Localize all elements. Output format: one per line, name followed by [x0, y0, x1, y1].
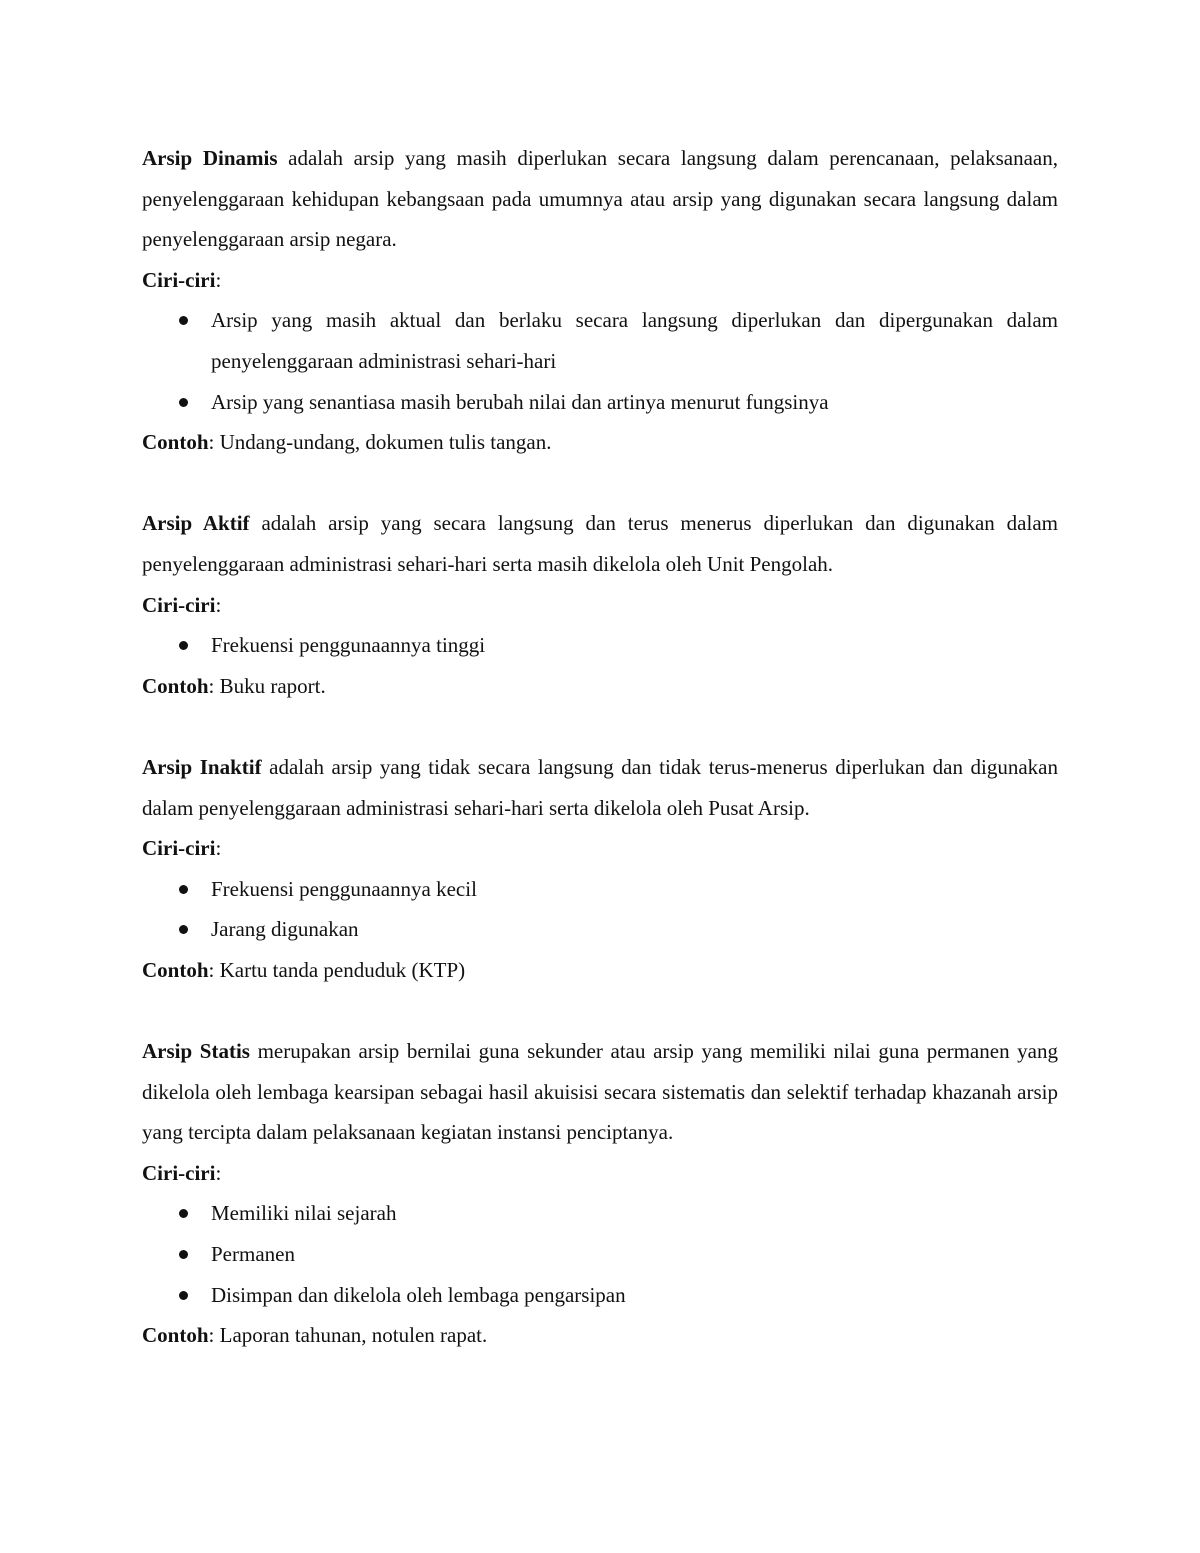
contoh-label: Contoh: [142, 673, 209, 698]
definition-paragraph: [142, 1031, 1058, 1153]
contoh-text: : Laporan tahunan, notulen rapat.: [208, 1323, 488, 1348]
contoh-line: [142, 422, 1058, 463]
ciri-list: [142, 869, 1058, 950]
definition-text: merupakan arsip bernilai guna sekunder atau arsip yang memiliki nilai guna permanen yang dikelola oleh lembaga kearsipan sebagai hasil akuisisi secara sistematis dan selektif terhadap khazanah arsip yang tercipta dalam pelaksanaan kegiatan instansi penciptanya.: [142, 1039, 1058, 1145]
definition-paragraph: [142, 747, 1058, 828]
ciri-label: [142, 260, 1058, 301]
section-arsip-statis: [142, 1031, 1058, 1356]
ciri-list: [142, 1193, 1058, 1315]
ciri-label: [142, 828, 1058, 869]
list-item: [142, 869, 1058, 910]
list-item-text: Arsip yang senantiasa masih berubah nilai dan artinya menurut fungsinya: [211, 389, 829, 414]
bullet-icon: [179, 1291, 188, 1300]
ciri-label-text: Ciri-ciri: [142, 1160, 216, 1185]
bullet-icon: [179, 925, 188, 934]
section-arsip-aktif: [142, 503, 1058, 706]
term-title: Arsip Aktif: [142, 511, 250, 536]
ciri-list: [142, 300, 1058, 422]
list-item: [142, 625, 1058, 666]
document-page: [142, 138, 1058, 1396]
list-item-text: Disimpan dan dikelola oleh lembaga pengarsipan: [211, 1282, 626, 1307]
contoh-text: : Buku raport.: [208, 673, 326, 698]
term-title: Arsip Dinamis: [142, 146, 278, 170]
contoh-text: : Undang-undang, dokumen tulis tangan.: [208, 430, 552, 455]
ciri-label-colon: :: [215, 592, 222, 617]
section-arsip-dinamis: [142, 138, 1058, 463]
bullet-icon: [179, 641, 188, 650]
ciri-label-text: Ciri-ciri: [142, 836, 216, 861]
list-item-text: Memiliki nilai sejarah: [211, 1201, 397, 1226]
definition-paragraph: [142, 138, 1058, 260]
contoh-line: [142, 950, 1058, 991]
ciri-label-colon: :: [215, 267, 222, 292]
bullet-icon: [179, 398, 188, 407]
list-item-text: Jarang digunakan: [211, 917, 359, 942]
ciri-label: [142, 585, 1058, 626]
ciri-label-text: Ciri-ciri: [142, 267, 216, 292]
list-item: [142, 1234, 1058, 1275]
ciri-label-colon: :: [215, 836, 222, 861]
definition-text: adalah arsip yang masih diperlukan secara langsung dalam perencanaan, pelaksanaan, penyelenggaraan kehidupan kebangsaan pada umumnya atau arsip yang digunakan secara langsung dalam penyelenggaraan arsip negara.: [142, 146, 1058, 252]
contoh-label: Contoh: [142, 957, 209, 982]
ciri-list: [142, 625, 1058, 666]
definition-text: adalah arsip yang secara langsung dan terus menerus diperlukan dan digunakan dalam penyelenggaraan administrasi sehari-hari serta masih dikelola oleh Unit Pengolah.: [142, 511, 1058, 576]
list-item-text: Arsip yang masih aktual dan berlaku secara langsung diperlukan dan dipergunakan dalam penyelenggaraan administrasi sehari-hari: [211, 308, 1058, 373]
ciri-label-colon: :: [215, 1160, 222, 1185]
list-item: [142, 1193, 1058, 1234]
list-item-text: Permanen: [211, 1242, 295, 1267]
definition-text: adalah arsip yang tidak secara langsung dan tidak terus-menerus diperlukan dan digunakan dalam penyelenggaraan administrasi sehari-hari serta dikelola oleh Pusat Arsip.: [142, 754, 1058, 820]
contoh-text: : Kartu tanda penduduk (KTP): [208, 957, 466, 982]
definition-paragraph: [142, 503, 1058, 584]
bullet-icon: [179, 885, 188, 894]
list-item-text: Frekuensi penggunaannya tinggi: [211, 633, 486, 658]
ciri-label-text: Ciri-ciri: [142, 592, 216, 617]
term-title: Arsip Inaktif: [142, 754, 262, 779]
ciri-label: [142, 1153, 1058, 1194]
list-item: [142, 300, 1058, 381]
list-item: [142, 382, 1058, 423]
contoh-line: [142, 1315, 1058, 1356]
bullet-icon: [179, 1250, 188, 1259]
term-title: Arsip Statis: [142, 1039, 250, 1064]
bullet-icon: [179, 316, 188, 325]
list-item: [142, 909, 1058, 950]
contoh-line: [142, 666, 1058, 707]
section-arsip-inaktif: [142, 747, 1058, 991]
bullet-icon: [179, 1209, 188, 1218]
list-item: [142, 1275, 1058, 1316]
list-item-text: Frekuensi penggunaannya kecil: [211, 876, 477, 901]
contoh-label: Contoh: [142, 430, 209, 455]
contoh-label: Contoh: [142, 1323, 209, 1348]
